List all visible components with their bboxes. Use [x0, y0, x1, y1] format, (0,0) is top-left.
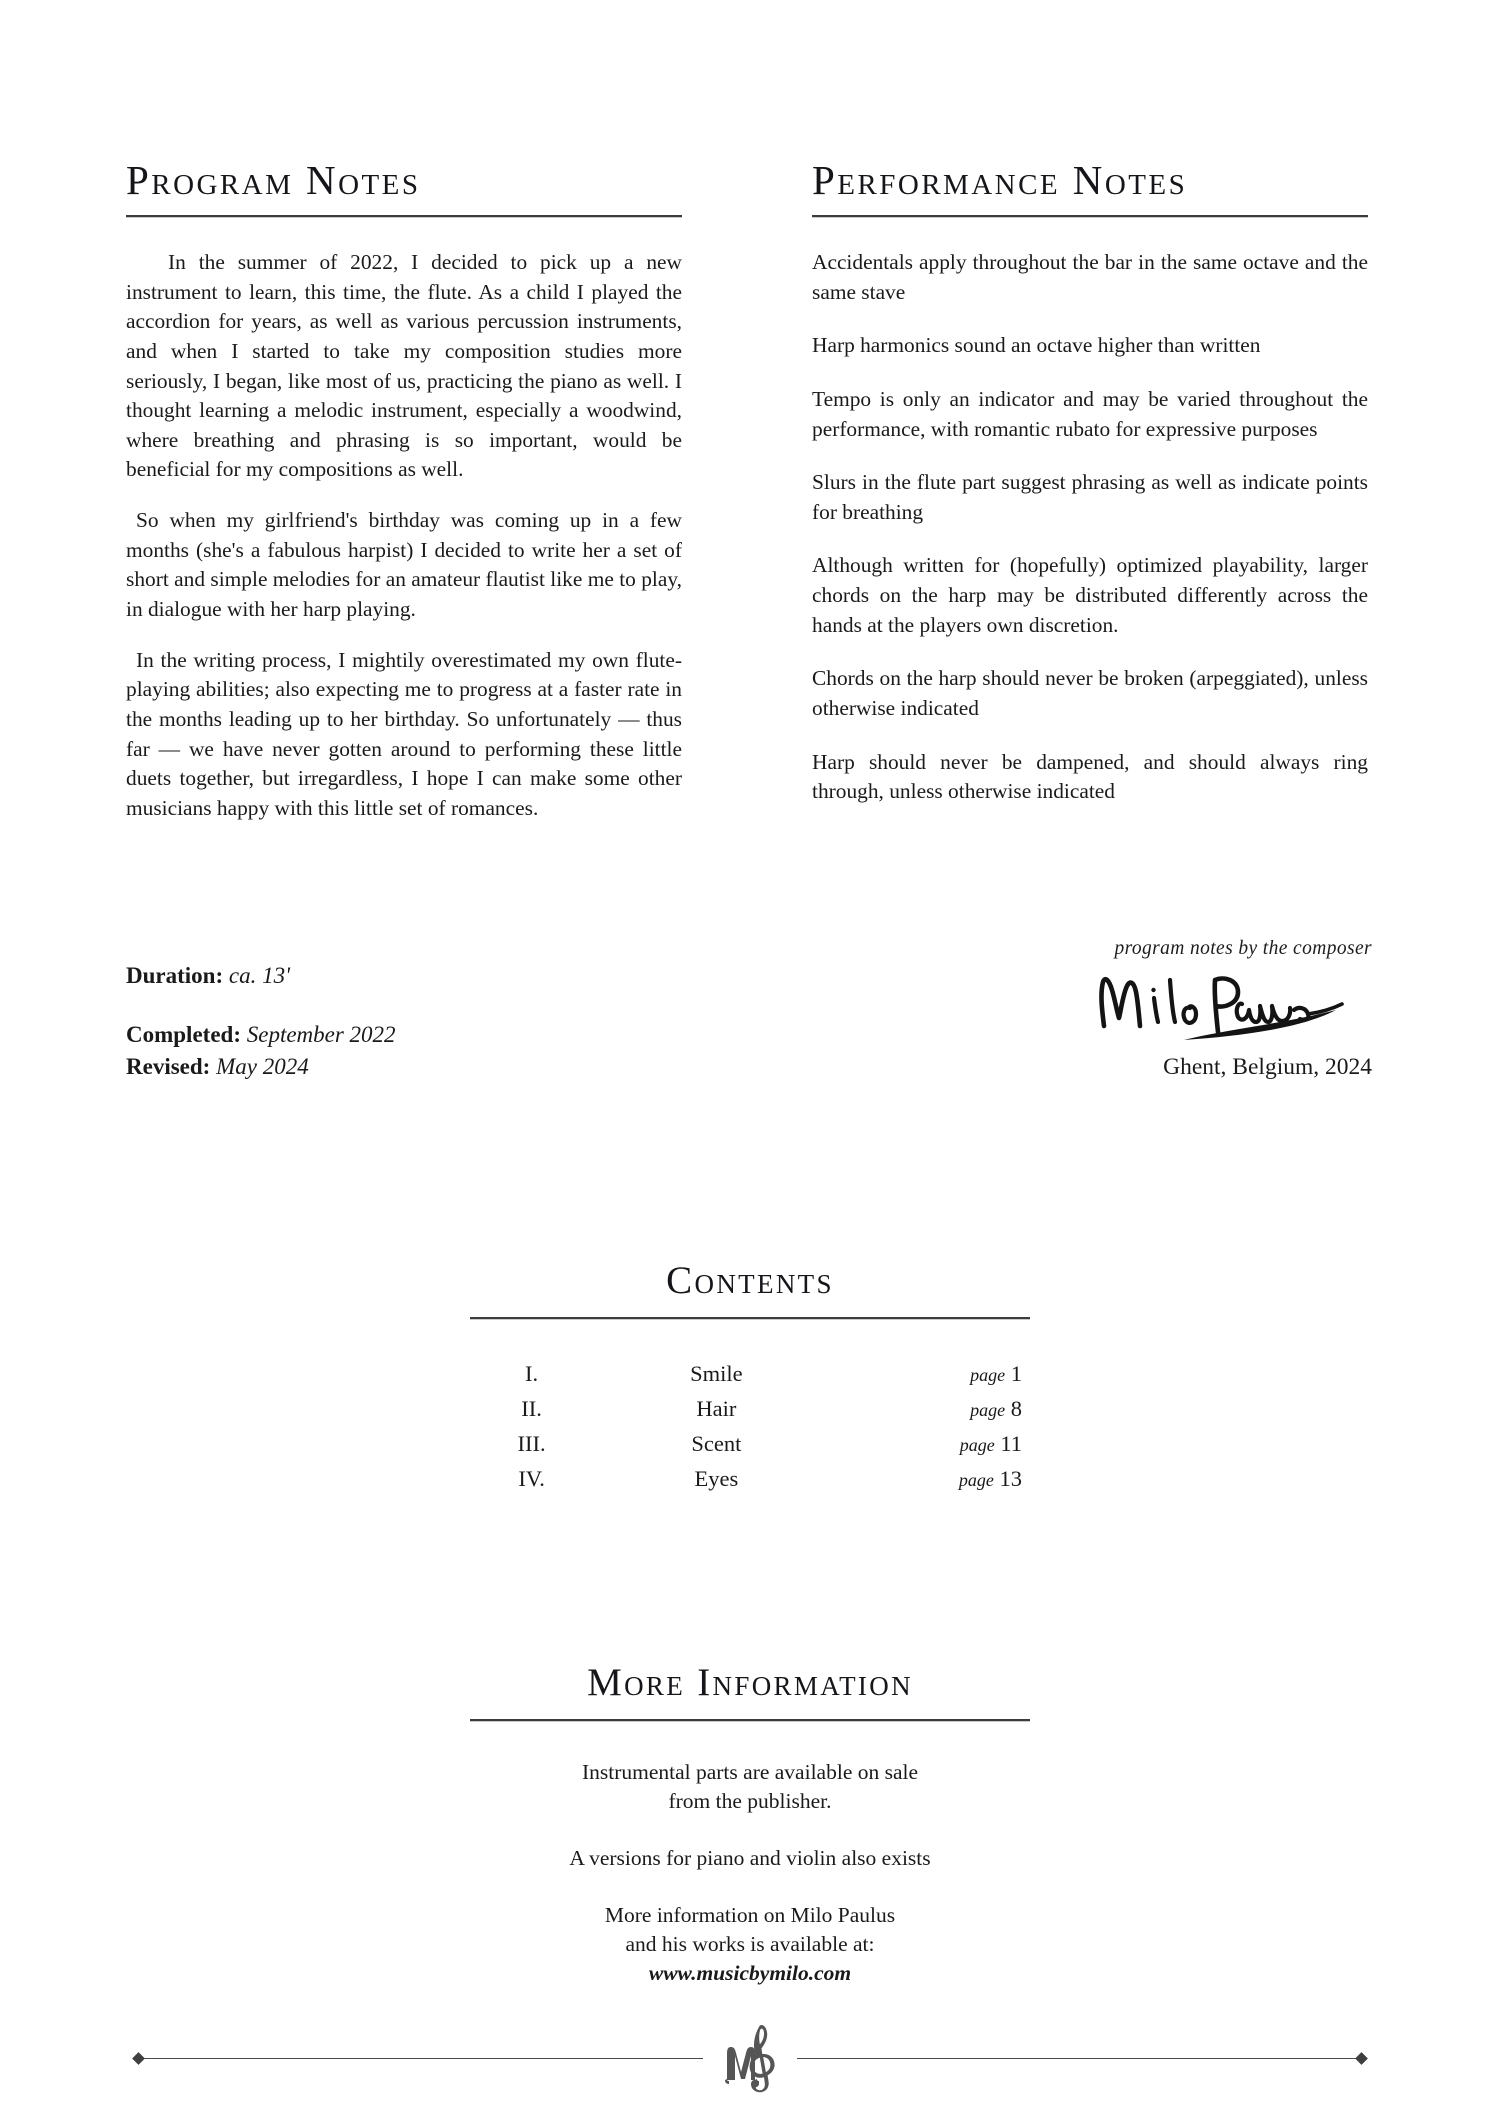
table-row[interactable] — [470, 1461, 1030, 1496]
contents-section — [470, 1258, 1030, 1496]
performance-note-item: Accidentals apply throughout the bar in the same octave and the same stave — [812, 250, 1368, 304]
program-notes-paragraph: So when my girlfriend's birthday was coming up in a few months (she's a fabulous harpist) I decided to write her a set of short and simple melodies for an amateur flautist like me to play, in dialogue with her harp playing. — [126, 508, 682, 622]
program-notes-paragraph: In the writing process, I mightily overestimated my own flute-playing abilities; also expecting me to progress at a faster rate in the months leading up to her birthday. So unfortunately — thus far — we have never gotten around to performing these little duets together, but irregardless, I hope I can make some other musicians happy with this little set of romances. — [126, 647, 682, 820]
performance-notes-heading: Performance Notes — [812, 157, 1188, 203]
more-information-section — [470, 1660, 1030, 1988]
performance-note-item: Harp harmonics sound an octave higher than written — [812, 333, 1261, 358]
revised-row — [126, 1051, 686, 1084]
performance-notes-list — [812, 248, 1368, 807]
revised-value: May 2024 — [216, 1054, 309, 1080]
footer-rule-left — [143, 2058, 703, 2059]
movement-title: Eyes — [694, 1465, 739, 1491]
page-number: 8 — [1010, 1395, 1022, 1421]
page-footer — [0, 2018, 1500, 2098]
completed-value: September 2022 — [246, 1021, 396, 1047]
movement-page — [840, 1391, 1030, 1426]
performance-note-item: Tempo is only an indicator and may be varied throughout the performance, with romantic rubato for expressive purposes — [812, 386, 1368, 441]
parts-availability-line-1: Instrumental parts are available on sale — [581, 1760, 919, 1784]
page-word: page — [959, 1434, 995, 1455]
program-notes-header — [126, 157, 682, 218]
performance-note-item: Chords on the harp should never be broken (arpeggiated), unless otherwise indicated — [812, 666, 1368, 721]
page-number: 13 — [999, 1465, 1022, 1491]
program-notes-divider — [126, 215, 682, 218]
composer-website-url[interactable]: www.musicbymilo.com — [648, 1961, 852, 1986]
performance-note-item: Harp should never be dampened, and should always ring through, unless otherwise indicated — [812, 749, 1368, 804]
program-notes-section — [126, 157, 682, 845]
more-info-spacer — [470, 1873, 1030, 1901]
monogram-treble-clef-logo-icon — [717, 2018, 783, 2098]
more-info-spacer — [470, 1816, 1030, 1844]
revised-label: Revised: — [126, 1054, 211, 1080]
duration-row — [126, 960, 686, 993]
page-number: 11 — [1000, 1430, 1022, 1456]
composer-info-line-1: More information on Milo Paulus — [604, 1903, 896, 1928]
contents-table — [470, 1356, 1030, 1496]
table-row[interactable] — [470, 1391, 1030, 1426]
signature-place-year: Ghent, Belgium, 2024 — [1163, 1054, 1372, 1080]
rule-right-endpoint-icon — [1355, 2052, 1368, 2065]
page-number: 1 — [1010, 1360, 1022, 1386]
performance-notes-header — [812, 157, 1368, 218]
composer-signature-block — [812, 938, 1372, 1081]
movement-page — [840, 1356, 1030, 1391]
performance-notes-section — [812, 157, 1368, 807]
movement-number: III. — [517, 1430, 546, 1456]
program-notes-paragraph: In the summer of 2022, I decided to pick up a new instrument to learn, this time, the flute. As a child I played the accordion for years, as well as various percussion instruments, and when I started to take my composition studies more seriously, I began, like most of us, practicing the piano as well. I thought learning a melodic instrument, especially a woodwind, where breathing and phrasing is so important, would be beneficial for my compositions as well. — [126, 250, 682, 482]
more-information-heading: More Information — [587, 1661, 913, 1704]
movement-page — [840, 1426, 1030, 1461]
movement-number: I. — [525, 1360, 539, 1386]
performance-notes-divider — [812, 215, 1368, 218]
movement-page — [840, 1461, 1030, 1496]
completed-row — [126, 1019, 686, 1052]
movement-title: Scent — [691, 1430, 742, 1456]
movement-number: II. — [521, 1395, 542, 1421]
performance-note-item: Slurs in the flute part suggest phrasing as well as indicate points for breathing — [812, 470, 1368, 524]
program-notes-heading: Program Notes — [126, 157, 421, 203]
composer-info-line-2: and his works is available at: — [625, 1932, 875, 1957]
metadata-spacer — [126, 993, 686, 1019]
more-information-divider — [470, 1719, 1030, 1722]
footer-rule-right — [797, 2058, 1357, 2059]
contents-divider — [470, 1317, 1030, 1320]
parts-availability-line-2: from the publisher. — [668, 1789, 832, 1814]
work-metadata-block — [126, 960, 686, 1084]
contents-heading: Contents — [666, 1259, 834, 1302]
duration-value: ca. 13' — [228, 963, 291, 988]
movement-title: Smile — [690, 1360, 743, 1386]
signature-caption: program notes by the composer — [1114, 938, 1372, 959]
completed-label: Completed: — [126, 1021, 241, 1047]
page-word: page — [970, 1399, 1006, 1420]
handwritten-signature-icon — [1072, 964, 1372, 1042]
page-word: page — [970, 1364, 1006, 1385]
page-word: page — [958, 1469, 994, 1490]
duration-label: Duration: — [126, 963, 224, 988]
table-row[interactable] — [470, 1426, 1030, 1461]
rule-left-endpoint-icon — [132, 2052, 145, 2065]
alternate-version-line: A versions for piano and violin also exists — [569, 1846, 931, 1871]
movement-title: Hair — [696, 1395, 737, 1421]
performance-note-item: Although written for (hopefully) optimized playability, larger chords on the harp may be distributed differently across the hands at the players own discretion. — [812, 553, 1368, 637]
movement-number: IV. — [518, 1465, 545, 1491]
table-row[interactable] — [470, 1356, 1030, 1391]
